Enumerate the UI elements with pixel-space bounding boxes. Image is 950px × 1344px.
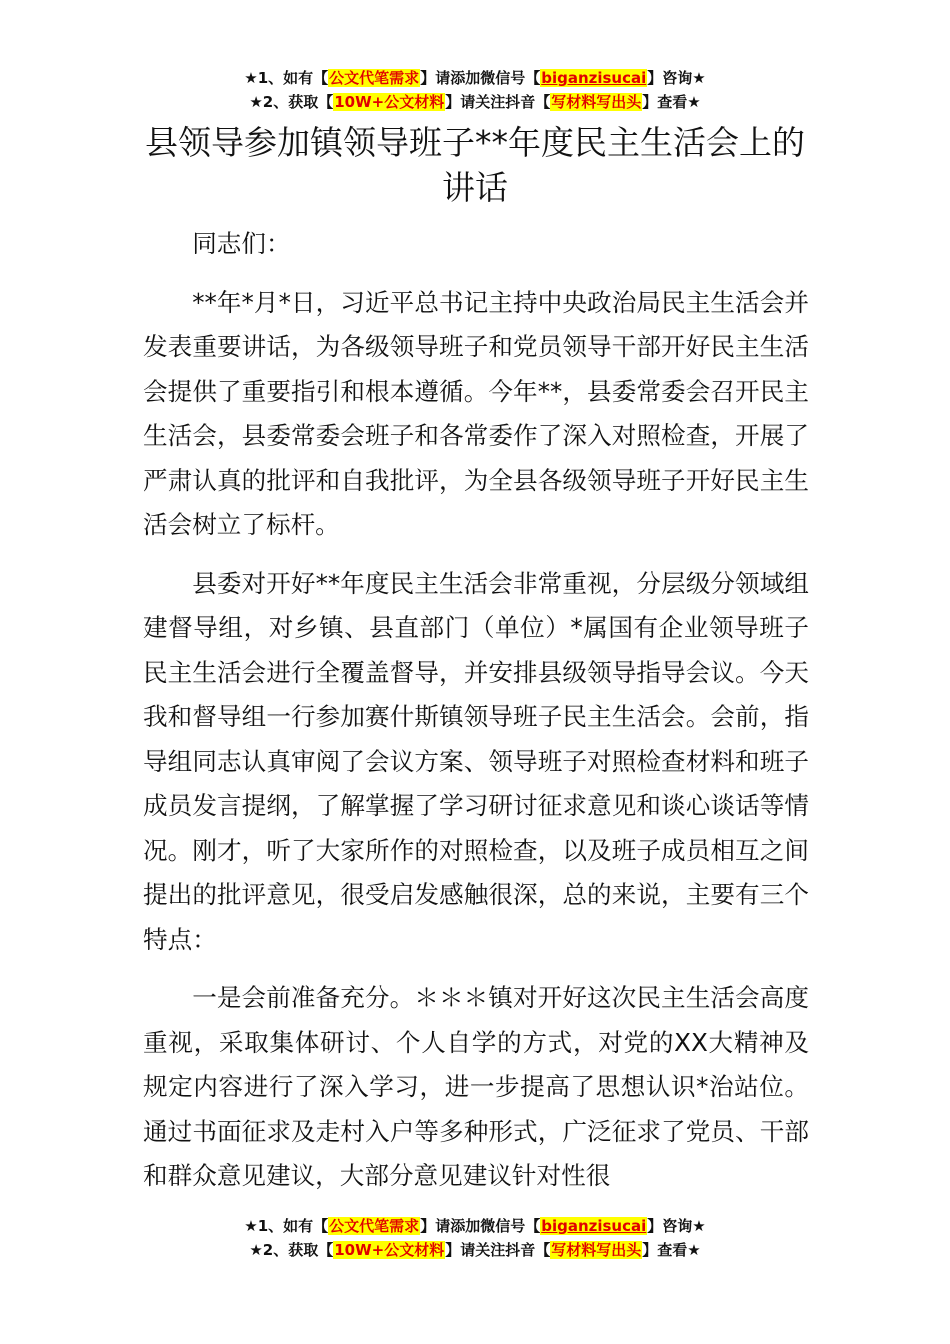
highlight-service: 公文代笔需求 xyxy=(329,1217,420,1235)
paragraph: 一是会前准备充分。＊＊＊镇对开好这次民主生活会高度重视，采取集体研讨、个人自学的方式，对党的XX大精神及规定内容进行了深入学习，进一步提高了思想认识*治站位。通过书面征求及走村入户等多种形式，广泛征求了党员、干部和群众意见建议，大部分意见建议针对性很 xyxy=(143,983,809,1190)
banner-line-1 xyxy=(0,1214,950,1238)
document-title: 县领导参加镇领导班子**年度民主生活会上的讲话 xyxy=(145,123,805,207)
highlight-materials: 10W+公文材料 xyxy=(334,1241,445,1259)
banner-text: 】查看★ xyxy=(642,1241,701,1259)
banner-text: ★2、获取【 xyxy=(249,93,334,111)
highlight-service: 公文代笔需求 xyxy=(329,69,420,87)
banner-line-1 xyxy=(0,66,950,90)
banner-text: 】请关注抖音【 xyxy=(445,1241,551,1259)
banner-text: 】请添加微信号【 xyxy=(420,1217,541,1235)
highlight-douyin: 写材料写出头 xyxy=(551,93,642,111)
footer-banner xyxy=(0,1214,950,1262)
document-body xyxy=(143,222,809,1213)
banner-text: 】咨询★ xyxy=(647,69,706,87)
paragraph: 县委对开好**年度民主生活会非常重视，分层级分领域组建督导组，对乡镇、县直部门（单位）*属国有企业领导班子民主生活会进行全覆盖督导，并安排县级领导指导会议。今天我和督导组一行参加赛什斯镇领导班子民主生活会。会前，指导组同志认真审阅了会议方案、领导班子对照检查材料和班子成员发言提纲，了解掌握了学习研讨征求意见和谈心谈话等情况。刚才，听了大家所作的对照检查，以及班子成员相互之间提出的批评意见，很受启发感触很深，总的来说，主要有三个特点： xyxy=(143,568,809,954)
highlight-douyin: 写材料写出头 xyxy=(551,1241,642,1259)
banner-text: ★1、如有【 xyxy=(244,1217,329,1235)
banner-line-2 xyxy=(0,1238,950,1262)
banner-text: ★1、如有【 xyxy=(244,69,329,87)
highlight-materials: 10W+公文材料 xyxy=(334,93,445,111)
banner-text: ★2、获取【 xyxy=(249,1241,334,1259)
paragraph-salutation: 同志们： xyxy=(192,229,291,258)
header-banner xyxy=(0,66,950,114)
wechat-id-link[interactable]: biganzisucai xyxy=(541,1217,647,1235)
banner-text: 】请关注抖音【 xyxy=(445,93,551,111)
wechat-id-link[interactable]: biganzisucai xyxy=(541,69,647,87)
banner-text: 】请添加微信号【 xyxy=(420,69,541,87)
banner-text: 】咨询★ xyxy=(647,1217,706,1235)
paragraph: **年*月*日，习近平总书记主持中央政治局民主生活会并发表重要讲话，为各级领导班子和党员领导干部开好民主生活会提供了重要指引和根本遵循。今年**，县委常委会召开民主生活会，县委常委会班子和各常委作了深入对照检查，开展了严肃认真的批评和自我批评，为全县各级领导班子开好民主生活会树立了标杆。 xyxy=(143,287,809,539)
banner-line-2 xyxy=(0,90,950,114)
banner-text: 】查看★ xyxy=(642,93,701,111)
